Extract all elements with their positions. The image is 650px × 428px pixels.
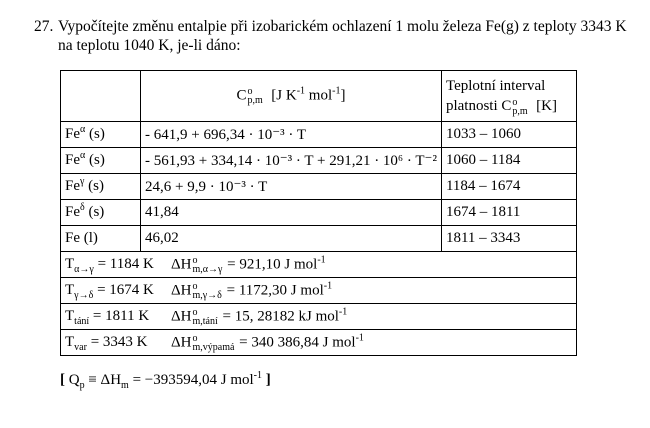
transition-row <box>61 330 577 356</box>
interval-cell: 1033 – 1060 <box>441 122 576 148</box>
phase-cell: $Fe^\alpha$ (s) <box>61 122 141 148</box>
interval-cell: 1184 – 1674 <box>441 174 576 200</box>
result-open-bracket: [ <box>60 372 65 388</box>
cp-cell: 46,02 <box>141 226 442 252</box>
problem-text: Vypočítejte změnu entalpie při izobarickém ochlazení 1 molu železa Fe(g) z teploty 3343 K na teplotu 1040 K, je-li dáno: <box>58 18 627 54</box>
cp-cell: 24,6 + 9,9 · 10⁻³ · T <box>141 174 442 200</box>
table-row <box>61 122 577 148</box>
transition-cell: $T_{\alpha\to\gamma} = 1184$ K ΔH o m,α→γ = 921,10 J mol$^{-1}$ <box>61 252 577 278</box>
problem-number: 27. <box>34 18 54 35</box>
result-close-bracket: ] <box>262 372 271 388</box>
result-answer: [ $Q_p \equiv \Delta H_m = -393594,04$ J mol$^{-1}$ ] <box>60 370 271 391</box>
table-row <box>61 226 577 252</box>
phase-cell: $Fe^\alpha$ (s) <box>61 148 141 174</box>
header-cp: C o p,m [J $K^{-1}$ mol$^{-1}$] <box>141 71 442 122</box>
transition-row <box>61 304 577 330</box>
cp-cell: 41,84 <box>141 200 442 226</box>
table-row <box>61 200 577 226</box>
phase-cell: $Fe^\delta$ (s) <box>61 200 141 226</box>
interval-cell: 1060 – 1184 <box>441 148 576 174</box>
heat-capacity-table <box>60 70 577 356</box>
table-row <box>61 174 577 200</box>
header-empty-cell <box>61 71 141 122</box>
transition-row <box>61 252 577 278</box>
transition-cell: $T_{\gamma\to\delta} = 1674$ K ΔH o m,γ→δ = 1172,30 J mol$^{-1}$ <box>61 278 577 304</box>
cp-cell: - 561,93 + 334,14 · 10⁻³ · T + 291,21 · 10⁶ · T⁻² <box>141 148 442 174</box>
interval-cell: 1674 – 1811 <box>441 200 576 226</box>
cp-cell: - 641,9 + 696,34 · 10⁻³ · T <box>141 122 442 148</box>
phase-cell: $Fe^\gamma$ (s) <box>61 174 141 200</box>
transition-cell: $T_{tání} = 1811$ K ΔH o m,tání = 15, 28182 kJ mol$^{-1}$ <box>61 304 577 330</box>
phase-cell: Fe (l) <box>61 226 141 252</box>
header-interval: Teplotní interval platnosti C o p,m [K] <box>441 71 576 122</box>
transition-cell: $T_{var} = 3343$ K ΔH o m,výpamá = 340 386,84 J mol$^{-1}$ <box>61 330 577 356</box>
transition-row <box>61 278 577 304</box>
table-row <box>61 148 577 174</box>
table-header-row <box>61 71 577 122</box>
interval-cell: 1811 – 3343 <box>441 226 576 252</box>
